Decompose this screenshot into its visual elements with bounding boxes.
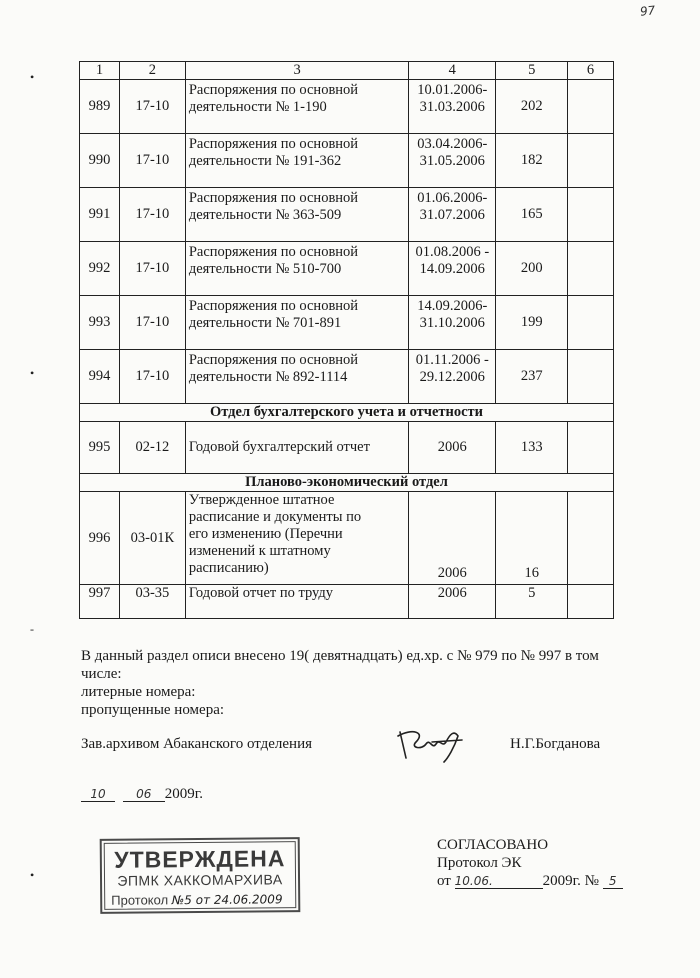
sheet-count: 5 — [496, 585, 568, 619]
sheet-count: 165 — [496, 188, 568, 242]
approval-title: СОГЛАСОВАНО — [437, 837, 549, 853]
case-index: 17-10 — [119, 242, 185, 296]
case-title: Утвержденное штатное расписание и документы по его изменению (Перечни изменений к штатному расписанию) — [185, 492, 409, 585]
case-index: 17-10 — [119, 188, 185, 242]
table-row — [80, 422, 614, 474]
sheet-count: 200 — [496, 242, 568, 296]
case-index: 17-10 — [119, 80, 185, 134]
case-number: 989 — [80, 80, 120, 134]
sheet-count: 199 — [496, 296, 568, 350]
case-number: 993 — [80, 296, 120, 350]
sheet-count: 202 — [496, 80, 568, 134]
approval-block — [437, 836, 623, 890]
case-dates: 2006 — [409, 422, 496, 474]
case-number: 994 — [80, 350, 120, 404]
date-year: 2009г. — [164, 786, 203, 802]
note-cell — [568, 585, 614, 619]
section-header-row — [80, 404, 614, 422]
case-index: 17-10 — [119, 296, 185, 350]
table-row — [80, 134, 614, 188]
table-row — [80, 188, 614, 242]
case-title: Распоряжения по основной деятельности № 701-891 — [185, 296, 409, 350]
case-title: Годовой отчет по труду — [185, 585, 409, 619]
case-dates: 10.01.2006- 31.03.2006 — [409, 80, 496, 134]
margin-mark: • — [30, 868, 35, 882]
col-header: 5 — [496, 62, 568, 80]
note-cell — [568, 296, 614, 350]
case-index: 17-10 — [119, 134, 185, 188]
col-header: 4 — [409, 62, 496, 80]
note-cell — [568, 422, 614, 474]
table-row — [80, 242, 614, 296]
case-number: 991 — [80, 188, 120, 242]
summary-block — [81, 647, 641, 719]
page-number: 97 — [639, 3, 656, 19]
stamp-title: УТВЕРЖДЕНА — [114, 845, 286, 873]
case-dates: 01.11.2006 - 29.12.2006 — [409, 350, 496, 404]
approval-number-hand: 5 — [603, 874, 623, 889]
signer-name: Н.Г.Богданова — [510, 736, 601, 752]
case-dates: 2006 — [409, 492, 496, 585]
case-number: 995 — [80, 422, 120, 474]
sheet-count: 16 — [496, 492, 568, 585]
case-title: Распоряжения по основной деятельности № 191-362 — [185, 134, 409, 188]
case-dates: 03.04.2006- 31.05.2006 — [409, 134, 496, 188]
inventory-table — [79, 61, 614, 619]
col-header: 6 — [568, 62, 614, 80]
case-number: 996 — [80, 492, 120, 585]
stamp-protocol-hand: №5 от 24.06.2009 — [171, 892, 283, 908]
stamp-org: ЭПМК ХАККОМАРХИВА — [117, 871, 283, 889]
col-header: 2 — [119, 62, 185, 80]
approval-stamp — [100, 837, 301, 914]
table-row — [80, 80, 614, 134]
case-title: Распоряжения по основной деятельности № 363-509 — [185, 188, 409, 242]
table-row — [80, 296, 614, 350]
case-title: Годовой бухгалтерский отчет — [185, 422, 409, 474]
summary-line: пропущенные номера: — [81, 702, 225, 718]
handwritten-signature — [392, 722, 470, 766]
case-index: 03-01К — [119, 492, 185, 585]
case-index: 03-35 — [119, 585, 185, 619]
case-title: Распоряжения по основной деятельности № 1-190 — [185, 80, 409, 134]
table-header-row — [80, 62, 614, 80]
sheet-count: 182 — [496, 134, 568, 188]
case-dates: 01.08.2006 - 14.09.2006 — [409, 242, 496, 296]
signature-date — [81, 786, 203, 803]
summary-line: числе: — [81, 666, 122, 682]
approval-protocol: Протокол ЭК — [437, 855, 522, 871]
section-header-row — [80, 474, 614, 492]
date-day: 10 — [81, 787, 115, 802]
note-cell — [568, 188, 614, 242]
case-number: 990 — [80, 134, 120, 188]
table-row — [80, 492, 614, 585]
table-row — [80, 350, 614, 404]
sheet-count: 237 — [496, 350, 568, 404]
signer-position: Зав.архивом Абаканского отделения — [81, 736, 312, 752]
section-title: Отдел бухгалтерского учета и отчетности — [80, 404, 614, 422]
margin-mark: • — [30, 366, 35, 380]
note-cell — [568, 492, 614, 585]
summary-line: В данный раздел описи внесено 19( девятнадцать) ед.хр. с № 979 по № 997 в том — [81, 648, 599, 664]
note-cell — [568, 80, 614, 134]
margin-mark: • — [30, 70, 35, 84]
col-header: 1 — [80, 62, 120, 80]
case-index: 02-12 — [119, 422, 185, 474]
sheet-count: 133 — [496, 422, 568, 474]
case-dates: 01.06.2006- 31.07.2006 — [409, 188, 496, 242]
date-month: 06 — [123, 787, 165, 802]
approval-date-line: от 10.06. 2009г. № 5 — [437, 872, 623, 890]
stamp-protocol: Протокол №5 от 24.06.2009 — [111, 892, 283, 908]
col-header: 3 — [185, 62, 409, 80]
summary-line: литерные номера: — [81, 684, 196, 700]
case-title: Распоряжения по основной деятельности № 892-1114 — [185, 350, 409, 404]
note-cell — [568, 350, 614, 404]
approval-date-hand: 10.06. — [455, 874, 543, 889]
margin-mark: - — [30, 622, 34, 636]
case-dates: 2006 — [409, 585, 496, 619]
note-cell — [568, 134, 614, 188]
case-number: 997 — [80, 585, 120, 619]
case-title: Распоряжения по основной деятельности № 510-700 — [185, 242, 409, 296]
note-cell — [568, 242, 614, 296]
table-row — [80, 585, 614, 619]
section-title: Планово-экономический отдел — [80, 474, 614, 492]
case-dates: 14.09.2006- 31.10.2006 — [409, 296, 496, 350]
case-number: 992 — [80, 242, 120, 296]
case-index: 17-10 — [119, 350, 185, 404]
